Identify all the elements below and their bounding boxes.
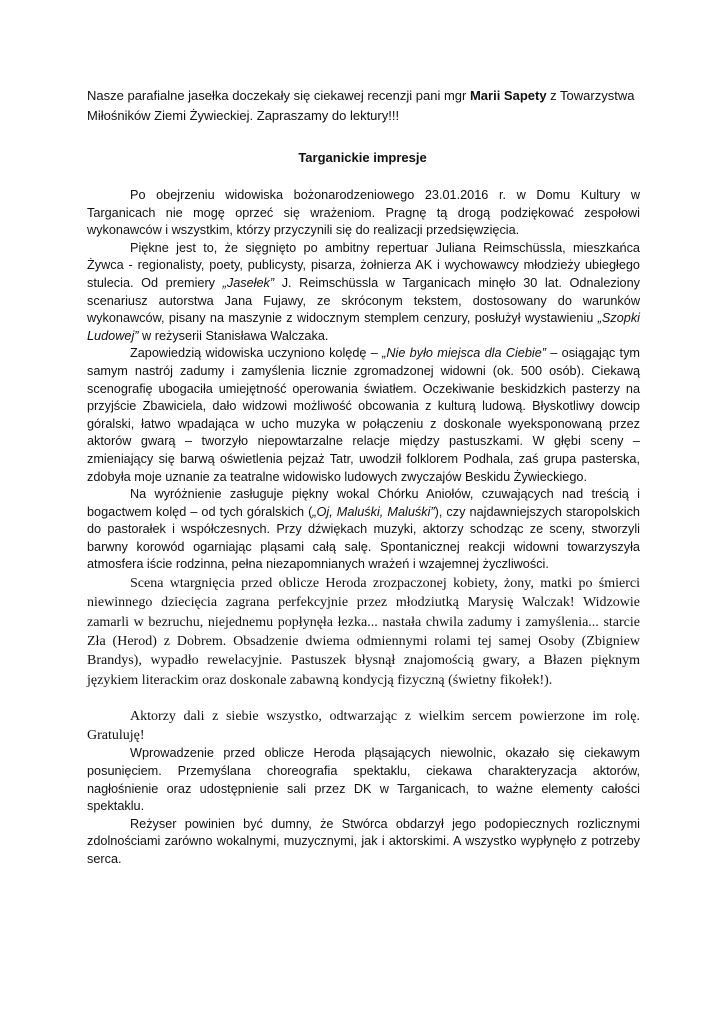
paragraph-2-text-c: w reżyserii Stanisława Walczaka. bbox=[138, 328, 329, 343]
paragraph-6: Aktorzy dali z siebie wszystko, odtwarzając z wielkim sercem powierzone im rolę. Gratuluję! bbox=[87, 708, 640, 744]
article-title: Targanickie impresje bbox=[298, 150, 427, 165]
paragraph-2-text-a: Piękne jest to, że sięgnięto po ambitny repertuar Juliana Reimschüssla, mieszkańca Żywca - regionalisty, poety, publicysty, pisarza, żołnierza AK i wychowawcy młodzieży ubiegłego stulecia. Od premiery bbox=[87, 240, 640, 290]
intro-text-after: z Towarzystwa Miłośników Ziemi Żywieckiej. Zapraszamy do lektury!!! bbox=[87, 88, 635, 123]
paragraph-3-text-b: – osiągając tym samym nastrój zadumy i zamyślenia licznie zgromadzonej widowni (ok. 500 osób). Ciekawą scenografię ubogaciła umiejętność operowania światłem. Oczekiwanie beskidzkich pasterzy na przyjście Zbawiciela, dało widzowi możliwość obcowania z kulturą ludową. Błyskotliwy dowcip góralski, łatwo wpadająca w ucho muzyka w połączeniu z doskonale wyeksponowaną przez aktorów gwarą – tworzyło niepowtarzalne relacje między pastuszkami. W głębi sceny – zmieniający się barwą oświetlenia pejzaż Tatr, uwodził folklorem Podhala, zaś grupa pasterska, zdobyła moje uznanie za teatralne widowisko ludowych zwyczajów Beskidu Żywieckiego. bbox=[87, 346, 640, 484]
paragraph-4-text-b: ), czy najdawniejszych staropolskich do pastorałek i współczesnych. Przy dźwiękach muzyki, aktorzy schodząc ze sceny, stworzyli barwny korowód ogarniając pląsami całą salę. Spontanicznej reakcji widowni towarzyszyła atmosfera iście rodzinna, pełna niezapomnianych wrażeń i wzajemnej życzliwości. bbox=[87, 504, 640, 572]
carol-title: „Nie było miejsca dla Ciebie” bbox=[382, 346, 546, 361]
article-body bbox=[87, 187, 640, 869]
paragraph-7: Wprowadzenie przed oblicze Heroda pląsających niewolnic, okazało się ciekawym posunięciem. Przemyślana choreografia spektaklu, ciekawa charakteryzacja aktorów, nagłośnienie oraz udostępnienie sali przez DK w Targanicach, to ważne elementy całości spektaklu. bbox=[87, 746, 640, 814]
intro-text-before: Nasze parafialne jasełka doczekały się ciekawej recenzji pani mgr bbox=[87, 88, 470, 103]
paragraph-2 bbox=[87, 240, 640, 346]
work-title-szopka: „Szopki Ludowej” bbox=[87, 311, 640, 343]
paragraph-3-text-a: Zapowiedzią widowiska uczyniono kolędę – bbox=[130, 346, 383, 361]
paragraph-2-text-b: J. Reimschüssla w Targanicach minęło 30 lat. Odnaleziony scenariusz autorstwa Jana Fujawy, ze skróconym tekstem, dostosowany do warunków wykonawców, pisany na maszynie z widocznym stemplem cenzury, posłużył wystawieniu bbox=[87, 275, 640, 326]
paragraph-4 bbox=[87, 486, 640, 574]
paragraph-4-text-a: Na wyróżnienie zasługuje piękny wokal Chórku Aniołów, czuwających nad treścią i bogactwem kolęd – od tych góralskich ( bbox=[87, 487, 640, 519]
reviewer-name: Marii Sapety bbox=[469, 88, 547, 103]
paragraph-1: Po obejrzeniu widowiska bożonarodzeniowego 23.01.2016 r. w Domu Kultury w Targanicach nie mogę oprzeć się wrażeniom. Pragnę tą drogą podziękować zespołowi wykonawców i wszystkim, którzy przyczynili się do realizacji przedsięwzięcia. bbox=[87, 188, 640, 238]
work-title-jaselka: „Jasełek” bbox=[222, 275, 275, 290]
intro-paragraph bbox=[87, 86, 647, 126]
paragraph-8: Reżyser powinien być dumny, że Stwórca obdarzył jego podopiecznych rozlicznymi zdolnościami zarówno wokalnymi, muzycznymi, jak i aktorskimi. A wszystko wypłynęło z potrzeby serca. bbox=[87, 816, 640, 866]
carol-title-2: „Oj, Maluśki, Maluśki” bbox=[312, 504, 435, 519]
paragraph-3 bbox=[87, 345, 640, 486]
paragraph-5: Scena wtargnięcia przed oblicze Heroda zrozpaczonej kobiety, żony, matki po śmierci niewinnego dziecięcia zagrana perfekcyjnie przez młodziutką Marysię Walczak! Widzowie zamarli w bezruchu, niejednemu popłynęła łezka... nastała chwila zadumy i zamyślenia... starcie Zła (Herod) z Dobrem. Obsadzenie dwiema odmiennymi rolami tej samej Osoby (Zbigniew Brandys), wypadło rewelacyjnie. Pastuszek błysnął znajomością gwary, a Błazen pięknym językiem literackim oraz doskonale zabawną kondycją fizyczną (świetny fikołek!). bbox=[87, 576, 640, 688]
